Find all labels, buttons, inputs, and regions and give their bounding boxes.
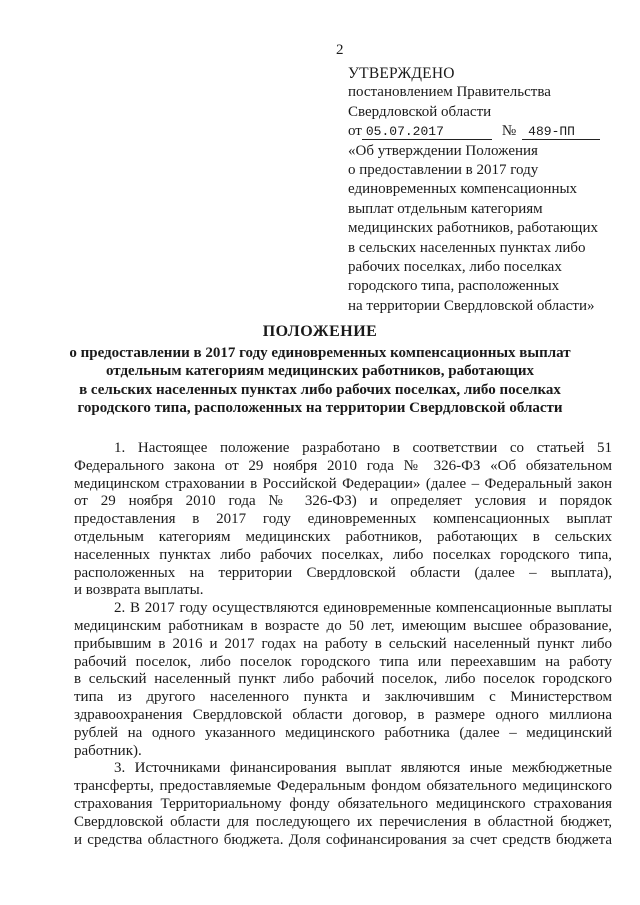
paragraph-line: населенных пунктах либо рабочих поселках, либо поселках городского типа, [74, 546, 612, 563]
paragraph-line: трансферты, предоставляемые Федеральным фондом обязательного медицинского [74, 778, 612, 795]
paragraph-line: предоставления в 2017 году единовременных компенсационных выплат [74, 511, 612, 528]
subtitle-line: в сельских населенных пунктах либо рабочих поселках, либо поселках [79, 381, 561, 398]
paragraph-line: медицинском страховании в Российской Федерации» (далее – Федеральный закон [74, 475, 612, 492]
approval-doc-title-line: городского типа, расположенных [348, 278, 560, 295]
approval-line-2: Свердловской области [348, 103, 492, 120]
paragraph-line: в сельский населенный пункт либо рабочий поселок, либо поселок городского [74, 671, 612, 688]
paragraph-line: страхования Территориальному фонду обязательного медицинского страхования [74, 795, 612, 812]
paragraph-1 [74, 440, 612, 600]
paragraph-line: Федерального закона от 29 ноября 2010 года № 326-ФЗ «Об обязательном [74, 457, 612, 474]
paragraph-line: от 29 ноября 2010 года № 326-ФЗ) и определяет условия и порядок [74, 493, 612, 510]
paragraph-line: рабочий поселок, либо поселок городского типа или переехавшим на работу [74, 653, 612, 670]
paragraph-line: и средства областного бюджета. Доля софинансирования за счет средств бюджета [74, 831, 612, 848]
approval-doc-title-line: о предоставлении в 2017 году [348, 162, 539, 179]
approval-doc-title-line: выплат отдельным категориям [348, 200, 543, 217]
paragraph-line: Свердловской области для последующего их перечисления в областной бюджет, [74, 813, 612, 830]
paragraph-line: прибывшим в 2016 и 2017 годах на работу в сельский населенный пункт либо [74, 635, 612, 652]
subtitle-line: городского типа, расположенных на территории Свердловской области [77, 399, 563, 416]
document-title: ПОЛОЖЕНИЕ [262, 323, 378, 340]
paragraph-line: медицинским работникам в возрасте до 50 лет, имеющим высшее образование, [74, 617, 612, 634]
paragraph-line: отдельным категориям медицинских работников, работающих в сельских [74, 528, 612, 545]
approval-doc-title-line: медицинских работников, работающих [348, 220, 598, 237]
paragraph-line: рублей на одного указанного медицинского работника (далее – медицинский [74, 724, 612, 741]
approval-line-1: постановлением Правительства [348, 84, 551, 101]
paragraph-line: 2. В 2017 году осуществляются единовременные компенсационные выплаты [114, 600, 612, 617]
approval-doc-title-line: рабочих поселках, либо поселках [348, 259, 562, 276]
paragraph-line: типа из другого населенного пункта и заключившим с Министерством [74, 689, 612, 706]
approval-doc-title-line: на территории Свердловской области» [348, 297, 595, 314]
paragraph-line: и возврата выплаты. [74, 582, 204, 599]
paragraph-line: работник). [74, 742, 142, 759]
paragraph-line: 1. Настоящее положение разработано в соответствии со статьей 51 [114, 440, 612, 456]
approval-block [348, 64, 628, 316]
document-subtitle [40, 344, 600, 417]
paragraph-line: 3. Источниками финансирования выплат являются иные межбюджетные [114, 760, 612, 777]
subtitle-line: отдельным категориям медицинских работников, работающих [105, 363, 534, 380]
paragraph-line: расположенных на территории Свердловской области (далее – выплата), [74, 564, 612, 581]
document-body [74, 440, 612, 849]
approval-doc-title-line: «Об утверждении Положения [348, 142, 538, 159]
approval-stamp: УТВЕРЖДЕНО [348, 65, 455, 82]
approval-doc-title-line: единовременных компенсационных [348, 181, 578, 198]
paragraph-2 [74, 600, 612, 760]
approval-date: 05.07.2017 [362, 124, 492, 140]
page-number: 2 [336, 42, 344, 58]
paragraph-3 [74, 760, 612, 849]
approval-doc-title-line: в сельских населенных пунктах либо [348, 239, 586, 256]
paragraph-line: здравоохранения Свердловской области договор, в размере одного миллиона [74, 706, 612, 723]
approval-doc-title [348, 142, 628, 317]
date-prefix: от [348, 123, 362, 140]
document-heading [40, 320, 600, 417]
number-sign: № [501, 123, 517, 140]
approval-number: 489-ПП [522, 124, 600, 140]
subtitle-line: о предоставлении в 2017 году единовременных компенсационных выплат [69, 345, 571, 361]
approval-date-number-line [348, 122, 628, 141]
